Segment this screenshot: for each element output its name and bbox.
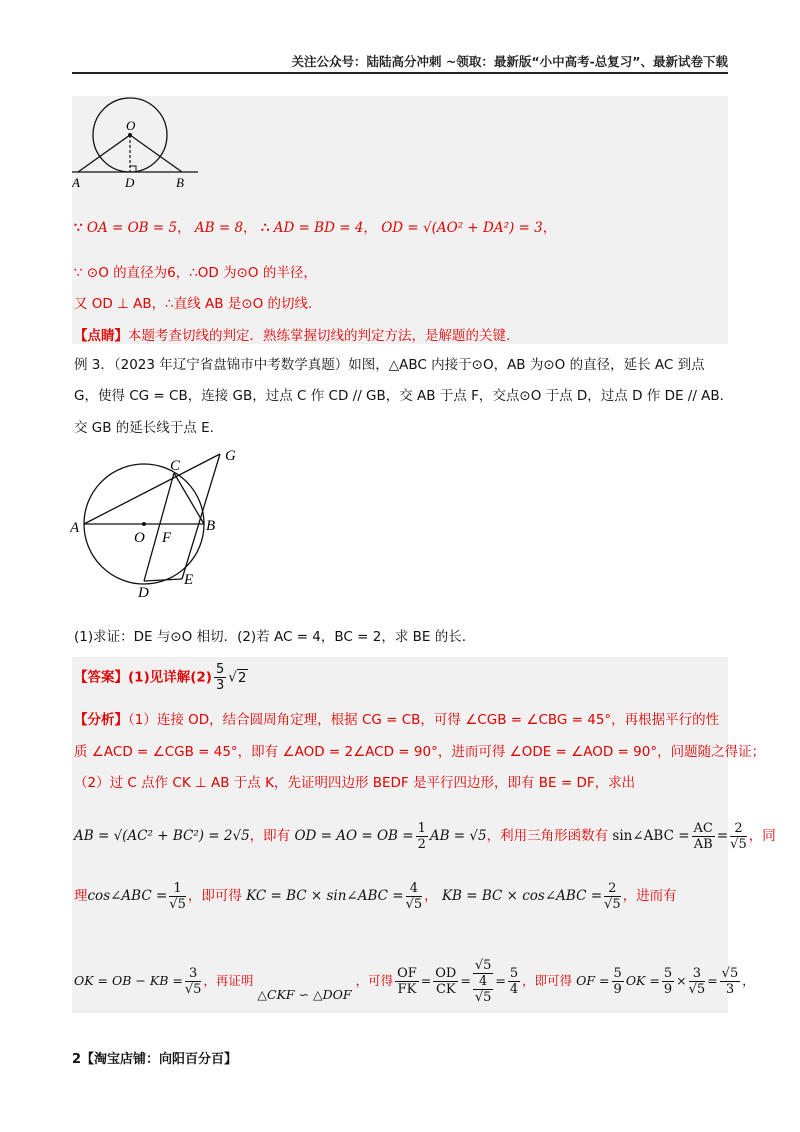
answer-line: 【答案】(1)见详解(2) $\frac{5}{3}$ √2 — [74, 662, 247, 693]
example-line-1: 例 3．（2023 年辽宁省盘锦市中考数学真题）如图，△ABC 内接于⊙O，AB 为⊙O 的直径，延长 AC 到点 — [74, 357, 705, 373]
solution-line-1: ∵ OA = OB = 5， AB = 8， ∴ AD = BD = 4， OD = √(AO² + DA²) = 3， — [74, 220, 557, 236]
key-point-line: 【点睛】本题考查切线的判定．熟练掌握切线的判定方法，是解题的关键. — [74, 328, 511, 344]
solution-line-3: 又 OD ⊥ AB，∴直线 AB 是⊙O 的切线. — [74, 296, 313, 312]
example-line-3: 交 GB 的延长线于点 E. — [74, 420, 214, 436]
label-o2: O — [134, 530, 145, 546]
figure-inscribed-triangle — [70, 442, 250, 602]
question-line: (1)求证：DE 与⊙O 相切．(2)若 AC = 4，BC = 2，求 BE 的长. — [74, 629, 466, 645]
header-rule — [72, 72, 728, 74]
label-e2: E — [184, 572, 194, 588]
analysis-line-2: 质 ∠ACD = ∠CGB = 45°，即有 ∠AOD = 2∠ACD = 90°，进而可得 ∠ODE = ∠AOD = 90°，问题随之得证； — [74, 744, 766, 760]
analysis-line-3: （2）过 C 点作 CK ⊥ AB 于点 K，先证明四边形 BEDF 是平行四边形，即有 BE = DF，求出 — [74, 775, 636, 791]
line-cd — [144, 473, 174, 581]
center-dot — [128, 133, 132, 137]
label-g2: G — [225, 448, 236, 464]
segment-oa — [78, 135, 130, 172]
label-b: B — [176, 175, 184, 190]
label-c2: C — [170, 458, 181, 474]
line-ge — [182, 454, 220, 579]
page-footer: 2【淘宝店铺：向阳百分百】 — [72, 1052, 238, 1067]
label-d: D — [125, 175, 135, 190]
analysis-line-5: 理cos∠ABC = $\frac{1}{√5}$ ，即可得 KC = BC × sin∠ABC = $\frac{4}{√5}$ ， KB = BC × cos∠ABC = $\frac{2}{√5}$ ，进而有 — [74, 881, 677, 912]
analysis-line-4: AB = √(AC² + BC²) = 2√5，即有 OD = AO = OB = $\frac{1}{2}$ AB = √5，利用三角形函数有 sin∠ABC = $\frac{AC}{AB}$ = $\frac{2}{√5}$ ，同 — [74, 821, 776, 852]
solution-line-2: ∵ ⊙O 的直径为6，∴OD 为⊙O 的半径， — [74, 265, 317, 281]
label-b2: B — [206, 518, 216, 534]
label-f2: F — [162, 530, 172, 546]
segment-ob — [130, 135, 182, 172]
analysis-line-1: 【分析】（1）连接 OD，结合圆周角定理，根据 CG = CB，可得 ∠CGB = ∠CBG = 45°，再根据平行的性 — [74, 712, 720, 728]
page-header: 关注公众号：陆陆高分冲刺 ~领取：最新版“小中高考-总复习”、最新试卷下载 — [291, 54, 728, 69]
line-cb — [174, 473, 204, 524]
label-a2: A — [70, 520, 80, 536]
label-a: A — [72, 175, 80, 190]
analysis-line-6: OK = OB − KB = $\frac{3}{√5}$ ，再证明 △CKF ∽ △DOF ，可得 $\frac{OF}{FK}$ = $\frac{OD}{CK}$ = √5 4 √5 = $\frac{5}{4}$ ，即可得 OF = $\frac{5}{9}$ OK = $\frac{5}{9}$ × $\frac{3}{√5}$ = $\frac{√5}{3}$ ， — [74, 958, 755, 1005]
label-o: O — [126, 118, 136, 133]
label-d2: D — [138, 585, 149, 601]
example-line-2: G，使得 CG = CB，连接 GB，过点 C 作 CD // GB，交 AB 于点 F，交点⊙O 于点 D，过点 D 作 DE // AB． — [74, 388, 734, 404]
center-dot-2 — [142, 522, 146, 526]
figure-circle-tangent — [72, 96, 202, 192]
